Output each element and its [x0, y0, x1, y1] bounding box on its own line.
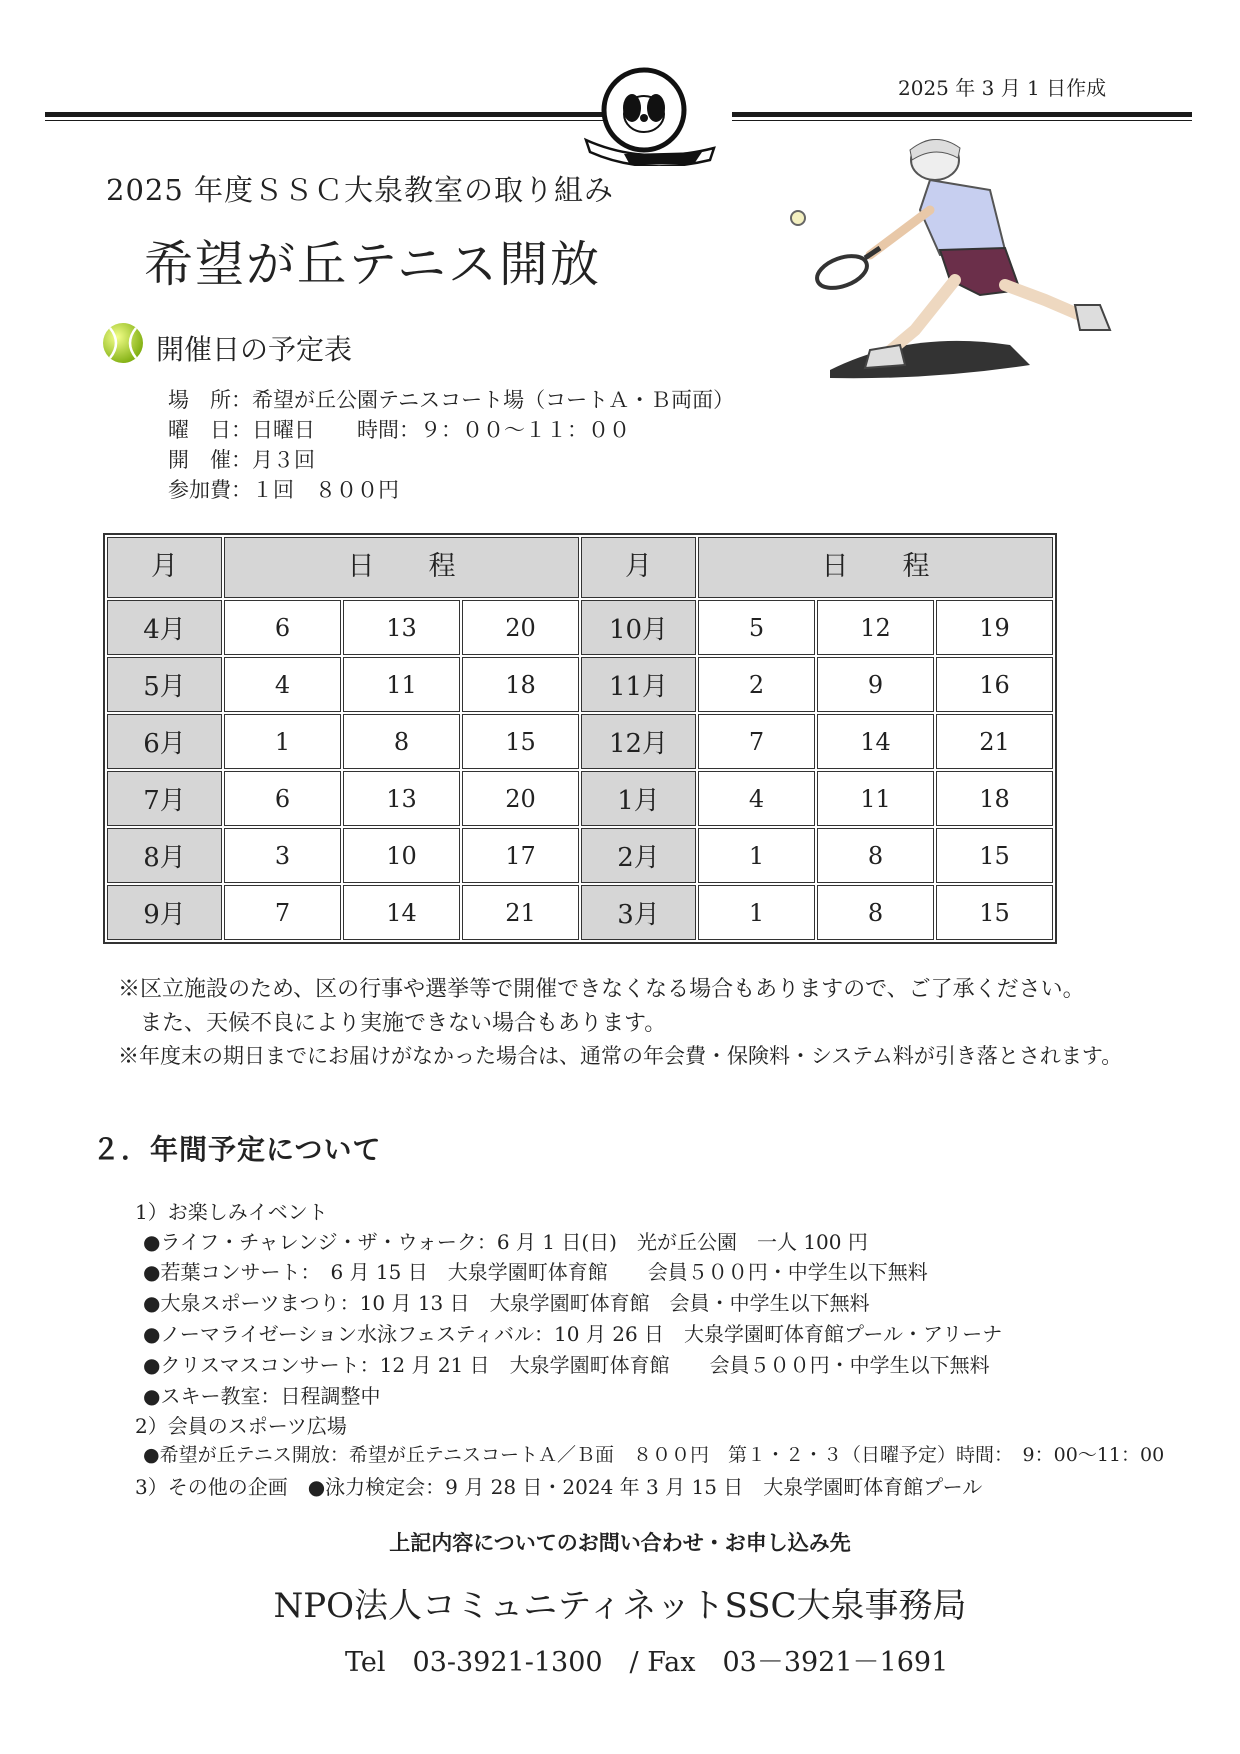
- day-cell: 10: [343, 828, 460, 883]
- day-cell: 19: [936, 600, 1053, 655]
- day-cell: 7: [224, 885, 341, 940]
- day-cell: 8: [817, 828, 934, 883]
- day-cell: 17: [462, 828, 579, 883]
- day-cell: 11: [343, 657, 460, 712]
- table-row: [107, 714, 1053, 769]
- header-rule-left: [45, 112, 605, 117]
- day-cell: 12: [817, 600, 934, 655]
- note-facility: ※区立施設のため、区の行事や選挙等で開催できなくなる場合もありますので、ご了承ください。: [118, 977, 1085, 1002]
- schedule-heading: 開催日の予定表: [156, 333, 353, 366]
- day-cell: 6: [224, 600, 341, 655]
- table-row: [107, 657, 1053, 712]
- month-cell: 2月: [581, 828, 696, 883]
- event-category: 3）その他の企画 ●泳力検定会：9 月 28 日・2024 年 3 月 15 日 大泉学園町体育館プール: [135, 1475, 983, 1499]
- month-cell: 9月: [107, 885, 222, 940]
- event-item: ●スキー教室：日程調整中: [143, 1384, 381, 1408]
- month-cell: 3月: [581, 885, 696, 940]
- day-cell: 15: [936, 885, 1053, 940]
- table-row: [107, 771, 1053, 826]
- day-cell: 9: [817, 657, 934, 712]
- month-cell: 4月: [107, 600, 222, 655]
- day-cell: 13: [343, 600, 460, 655]
- day-cell: 14: [343, 885, 460, 940]
- month-cell: 6月: [107, 714, 222, 769]
- inquiry-label: 上記内容についてのお問い合わせ・お申し込み先: [389, 1531, 851, 1555]
- header-schedule-right: 日 程: [698, 537, 1053, 598]
- creation-date: 2025 年 3 月 1 日作成: [898, 76, 1107, 100]
- day-cell: 1: [224, 714, 341, 769]
- day-cell: 8: [817, 885, 934, 940]
- month-cell: 12月: [581, 714, 696, 769]
- day-cell: 18: [936, 771, 1053, 826]
- event-category: 1）お楽しみイベント: [135, 1200, 328, 1224]
- schedule-table: [103, 533, 1057, 944]
- month-cell: 11月: [581, 657, 696, 712]
- day-cell: 21: [462, 885, 579, 940]
- day-cell: 6: [224, 771, 341, 826]
- tennis-player-illustration: [790, 130, 1150, 390]
- day-cell: 20: [462, 771, 579, 826]
- day-cell: 13: [343, 771, 460, 826]
- header-month-left: 月: [107, 537, 222, 598]
- info-fee: 参加費：１回 ８００円: [168, 478, 399, 502]
- header-month-right: 月: [581, 537, 696, 598]
- header-schedule-left: 日 程: [224, 537, 579, 598]
- event-item: ●希望が丘テニス開放：希望が丘テニスコートＡ／Ｂ面 ８００円 第１・２・３（日曜予定）時間： 9：00～11：00: [143, 1444, 1165, 1466]
- day-cell: 15: [936, 828, 1053, 883]
- table-row: [107, 828, 1053, 883]
- table-row: [107, 885, 1053, 940]
- ssc-logo: [584, 66, 718, 166]
- day-cell: 1: [698, 885, 815, 940]
- event-item: ●クリスマスコンサート：12 月 21 日 大泉学園町体育館 会員５００円・中学生以下無料: [143, 1353, 990, 1377]
- day-cell: 4: [698, 771, 815, 826]
- event-category: 2）会員のスポーツ広場: [135, 1414, 347, 1438]
- day-cell: 14: [817, 714, 934, 769]
- month-cell: 5月: [107, 657, 222, 712]
- month-cell: 8月: [107, 828, 222, 883]
- month-cell: 10月: [581, 600, 696, 655]
- info-location: 場 所：希望が丘公園テニスコート場（コートＡ・Ｂ両面）: [168, 388, 735, 412]
- header-rule-right-thin: [732, 120, 1192, 121]
- day-cell: 21: [936, 714, 1053, 769]
- day-cell: 7: [698, 714, 815, 769]
- day-cell: 18: [462, 657, 579, 712]
- table-header-row: [107, 537, 1053, 598]
- event-item: ●若葉コンサート： 6 月 15 日 大泉学園町体育館 会員５００円・中学生以下無料: [143, 1260, 928, 1284]
- info-day-time: 曜 日：日曜日 時間：９：００～１１：００: [168, 418, 630, 442]
- table-row: [107, 600, 1053, 655]
- subtitle: 2025 年度ＳＳＣ大泉教室の取り組み: [106, 173, 615, 207]
- page-title: 希望が丘テニス開放: [144, 236, 602, 293]
- note-weather: また、天候不良により実施できない場合もあります。: [118, 1011, 667, 1036]
- day-cell: 3: [224, 828, 341, 883]
- day-cell: 20: [462, 600, 579, 655]
- event-item: ●大泉スポーツまつり：10 月 13 日 大泉学園町体育館 会員・中学生以下無料: [143, 1291, 870, 1315]
- day-cell: 4: [224, 657, 341, 712]
- organization-name: NPO法人コミュニティネットSSC大泉事務局: [273, 1586, 967, 1626]
- month-cell: 7月: [107, 771, 222, 826]
- day-cell: 8: [343, 714, 460, 769]
- section-heading: ２．年間予定について: [92, 1133, 382, 1166]
- event-item: ●ライフ・チャレンジ・ザ・ウォーク：6 月 1 日(日) 光が丘公園 一人 100 円: [143, 1230, 868, 1254]
- day-cell: 5: [698, 600, 815, 655]
- info-frequency: 開 催：月３回: [168, 448, 315, 472]
- day-cell: 2: [698, 657, 815, 712]
- header-rule-left-thin: [45, 120, 605, 121]
- header-rule-right: [732, 112, 1192, 117]
- note-fees: ※年度末の期日までにお届けがなかった場合は、通常の年会費・保険料・システム料が引き落とされます。: [118, 1044, 1123, 1068]
- month-cell: 1月: [581, 771, 696, 826]
- day-cell: 11: [817, 771, 934, 826]
- contact-info: Tel 03-3921-1300 / Fax 03－3921－1691: [345, 1647, 949, 1678]
- tennis-ball-icon: [102, 322, 144, 364]
- day-cell: 16: [936, 657, 1053, 712]
- event-item: ●ノーマライゼーション水泳フェスティバル：10 月 26 日 大泉学園町体育館プール・アリーナ: [143, 1322, 1003, 1346]
- day-cell: 1: [698, 828, 815, 883]
- day-cell: 15: [462, 714, 579, 769]
